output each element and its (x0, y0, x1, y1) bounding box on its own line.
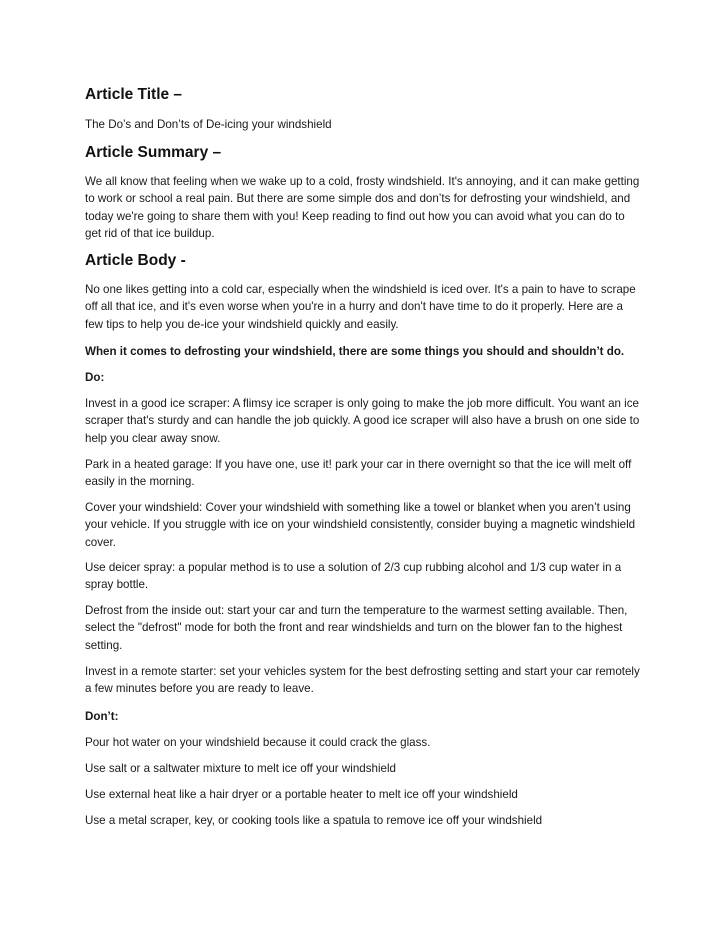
do-item: Use deicer spray: a popular method is to use a solution of 2/3 cup rubbing alcohol and 1/3 cup water in a spray bottle. (85, 561, 622, 592)
dont-label: Don’t: (85, 710, 119, 723)
dont-item: Use a metal scraper, key, or cooking tools like a spatula to remove ice off your windshield (85, 814, 543, 827)
article-title-text: The Do’s and Don’ts of De-icing your windshield (85, 118, 332, 131)
dont-item: Use external heat like a hair dryer or a portable heater to melt ice off your windshield (85, 788, 518, 801)
article-body-heading: Article Body - (85, 252, 186, 269)
dont-item: Pour hot water on your windshield because it could crack the glass. (85, 736, 431, 749)
do-label: Do: (85, 371, 105, 384)
do-item: Park in a heated garage: If you have one, use it! park your car in there overnight so that the ice will melt off easily in the morning. (85, 458, 632, 489)
do-item: Invest in a good ice scraper: A flimsy ice scraper is only going to make the job more difficult. You want an ice scraper that's sturdy and can handle the job quickly. A good ice scraper will also have a brush on one side to help you clear away snow. (85, 397, 640, 445)
do-dont-lead-in: When it comes to defrosting your windshield, there are some things you should and shouldn’t do. (85, 345, 625, 358)
do-item: Defrost from the inside out: start your car and turn the temperature to the warmest setting available. Then, select the "defrost" mode for both the front and rear windshields and turn on the blower fan to the highest setting. (85, 604, 628, 652)
article-summary-heading: Article Summary – (85, 144, 222, 161)
do-item: Invest in a remote starter: set your vehicles system for the best defrosting setting and start your car remotely a few minutes before you are ready to leave. (85, 665, 640, 696)
article-summary-text: We all know that feeling when we wake up to a cold, frosty windshield. It's annoying, and it can make getting to work or school a real pain. But there are some simple dos and don’ts for defrosting your windshield, and today we're going to share them with you! Keep reading to find out how you can avoid what you can do to get rid of that ice buildup. (85, 175, 640, 240)
do-item: Cover your windshield: Cover your windshield with something like a towel or blanket when you aren’t using your vehicle. If you struggle with ice on your windshield consistently, consider buying a magnetic windshield cover. (85, 501, 636, 549)
dont-item: Use salt or a saltwater mixture to melt ice off your windshield (85, 762, 397, 775)
article-title-heading: Article Title – (85, 86, 183, 103)
body-intro-paragraph: No one likes getting into a cold car, especially when the windshield is iced over. It's a pain to have to scrape off all that ice, and it's even worse when you're in a hurry and don't have time to do it properly. Here are a few tips to help you de-ice your windshield quickly and easily. (85, 283, 636, 331)
